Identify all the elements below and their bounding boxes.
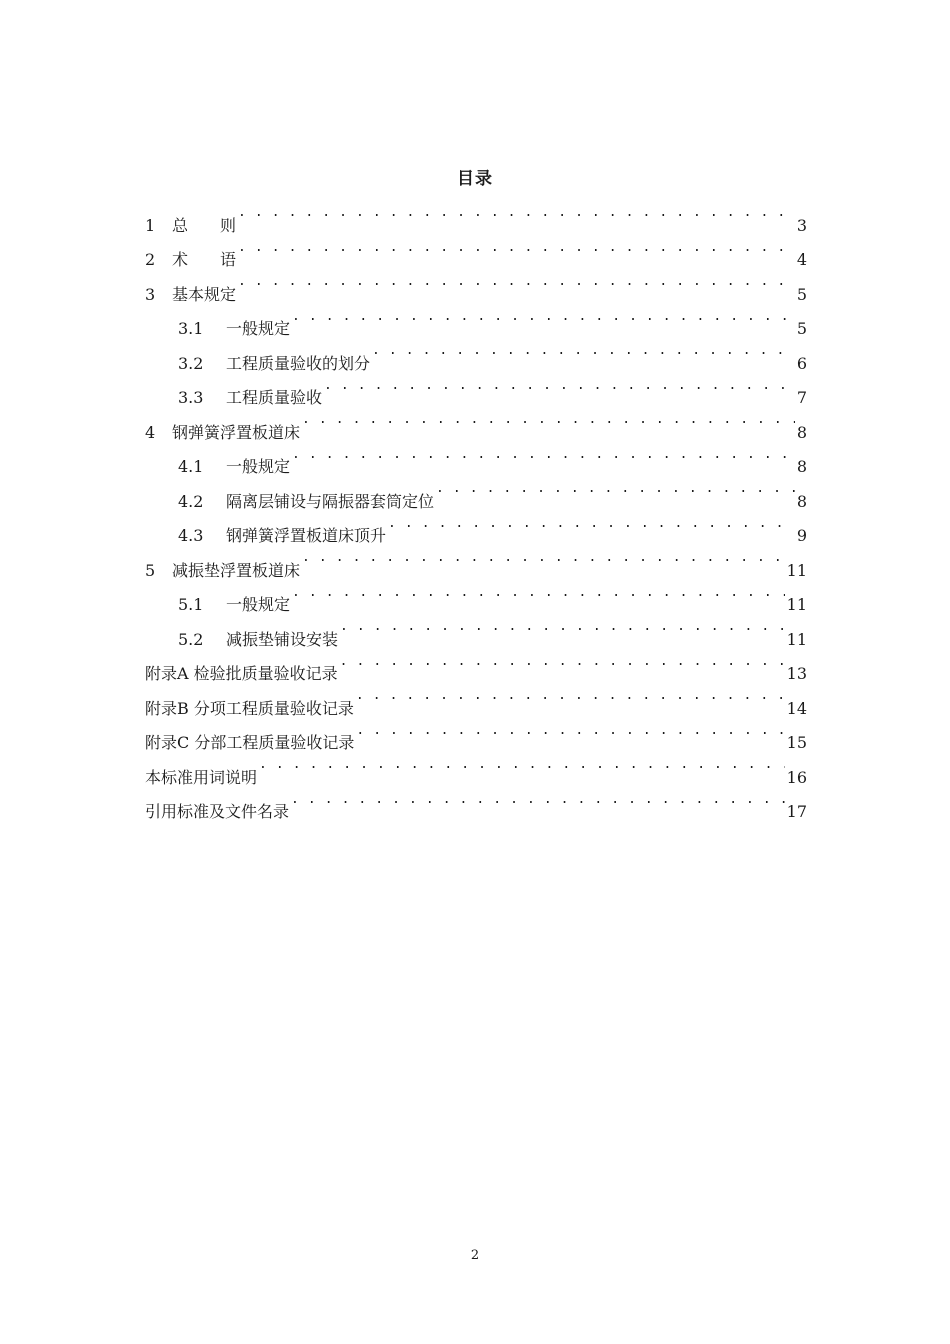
toc-entry-number: 4.1 xyxy=(178,457,204,476)
toc-entry-label: 钢弹簧浮置板道床 xyxy=(172,422,301,442)
toc-subentry[interactable] xyxy=(145,300,807,338)
toc-leader-dots xyxy=(356,714,784,749)
toc-entry-page: 7 xyxy=(796,388,807,407)
toc-entry-label: 附录C 分部工程质量验收记录 xyxy=(145,733,355,752)
toc-entry-label: 减振垫浮置板道床 xyxy=(172,560,301,580)
toc-entry-page: 8 xyxy=(796,422,807,442)
toc-entry-label: 基本规定 xyxy=(172,284,237,304)
page-number: 2 xyxy=(470,1248,480,1263)
toc-leader-dots xyxy=(302,541,785,576)
toc-entry-page: 4 xyxy=(796,250,807,269)
toc-entry-label: 一般规定 xyxy=(226,595,291,614)
toc-entry[interactable] xyxy=(145,265,807,304)
toc-entry-number: 4 xyxy=(145,422,156,442)
toc-entry-page: 11 xyxy=(786,629,807,649)
toc-entry-page: 15 xyxy=(786,733,807,752)
toc-leader-dots xyxy=(372,334,795,369)
toc-entry-page: 5 xyxy=(796,319,807,338)
toc-entry-page: 8 xyxy=(796,457,807,476)
toc-leader-dots xyxy=(340,610,785,645)
toc-entry-label: 术 语 xyxy=(172,250,237,269)
toc-entry-number: 3.1 xyxy=(178,319,204,338)
toc-entry-label: 总 则 xyxy=(172,215,237,235)
toc-leader-dots xyxy=(238,231,795,266)
toc-entry-number: 4.2 xyxy=(178,491,204,511)
toc-entry-label: 隔离层铺设与隔振器套筒定位 xyxy=(226,491,435,511)
toc-entry-label: 附录B 分项工程质量验收记录 xyxy=(145,698,354,718)
toc-leader-dots xyxy=(340,645,785,680)
toc-leader-dots xyxy=(302,403,795,438)
toc-leader-dots xyxy=(388,507,795,542)
toc-entry-page: 13 xyxy=(786,664,807,683)
toc-entry[interactable] xyxy=(145,231,807,269)
toc-entry-number: 1 xyxy=(145,215,156,235)
toc-entry-number: 3 xyxy=(145,284,156,304)
toc-entry-label: 本标准用词说明 xyxy=(145,767,258,787)
toc-leader-dots xyxy=(259,748,785,783)
toc-entry-label: 工程质量验收的划分 xyxy=(226,353,371,373)
toc-leader-dots xyxy=(324,369,795,404)
toc-entry-number: 4.3 xyxy=(178,526,204,545)
toc-entry-page: 8 xyxy=(796,491,807,511)
toc-entry-page: 3 xyxy=(796,215,807,235)
toc-entry-number: 3.2 xyxy=(178,353,204,373)
table-of-contents xyxy=(145,196,807,821)
toc-entry-label: 钢弹簧浮置板道床顶升 xyxy=(226,526,387,545)
toc-leader-dots xyxy=(436,472,795,507)
toc-entry-page: 14 xyxy=(786,698,807,718)
toc-entry-label: 附录A 检验批质量验收记录 xyxy=(145,664,338,683)
toc-entry-label: 一般规定 xyxy=(226,457,291,476)
toc-leader-dots xyxy=(291,783,785,818)
toc-entry-number: 2 xyxy=(145,250,156,269)
toc-entry-page: 6 xyxy=(796,353,807,373)
toc-entry-page: 16 xyxy=(786,767,807,787)
toc-leader-dots xyxy=(238,265,795,300)
toc-leader-dots xyxy=(292,300,795,335)
toc-leader-dots xyxy=(292,576,785,611)
toc-entry-page: 11 xyxy=(786,595,807,614)
toc-entry-label: 工程质量验收 xyxy=(226,388,323,407)
toc-entry-number: 5.2 xyxy=(178,629,204,649)
toc-entry-page: 5 xyxy=(796,284,807,304)
toc-entry-number: 5 xyxy=(145,560,156,580)
toc-entry-page: 17 xyxy=(786,802,807,821)
toc-entry-label: 减振垫铺设安装 xyxy=(226,629,339,649)
toc-entry-label: 引用标准及文件名录 xyxy=(145,802,290,821)
toc-leader-dots xyxy=(238,196,795,231)
toc-entry[interactable] xyxy=(145,196,807,235)
toc-title: 目录 xyxy=(457,169,493,189)
toc-leader-dots xyxy=(356,679,785,714)
toc-entry-page: 11 xyxy=(786,560,807,580)
toc-entry-number: 3.3 xyxy=(178,388,204,407)
toc-entry-label: 一般规定 xyxy=(226,319,291,338)
toc-entry-number: 5.1 xyxy=(178,595,204,614)
toc-leader-dots xyxy=(292,438,795,473)
toc-entry-page: 9 xyxy=(796,526,807,545)
